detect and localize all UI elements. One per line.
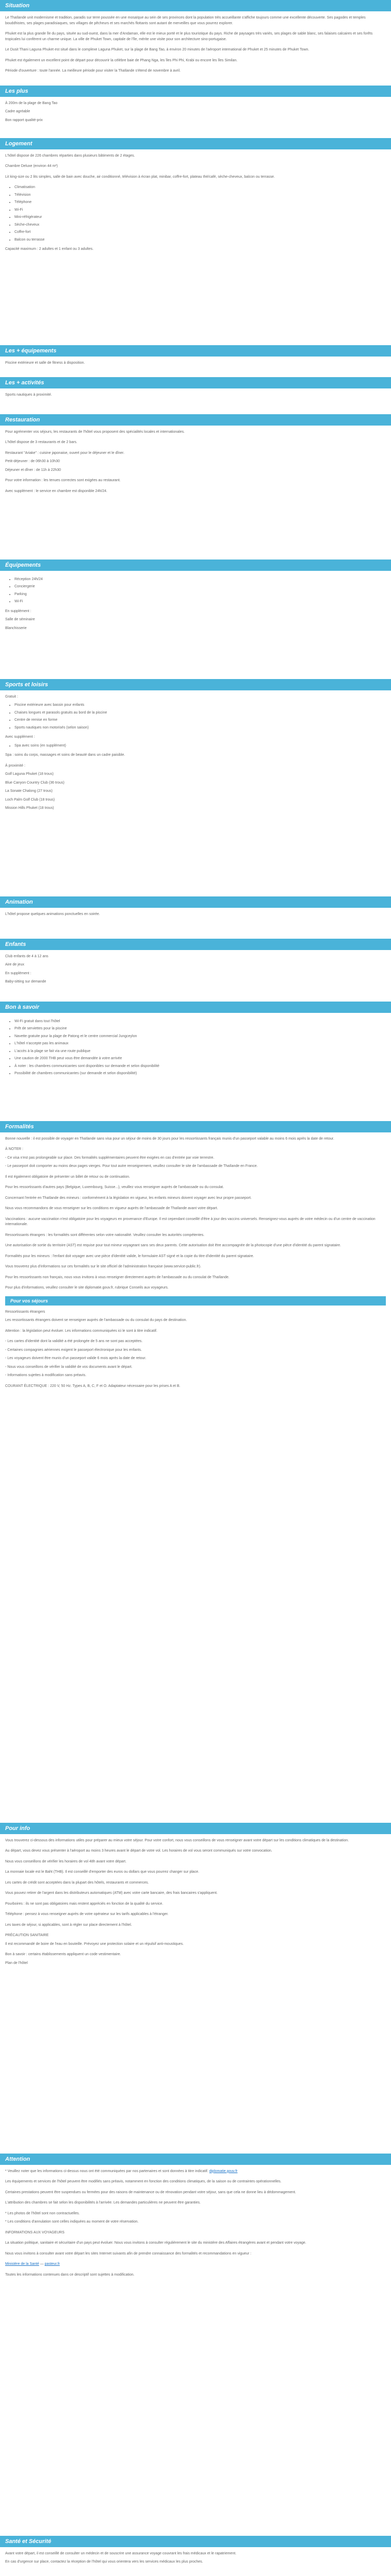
section-header-pour-info: Pour info [0,1823,391,1834]
section-header-situation: Situation [0,0,391,11]
paragraph: Certaines prestations peuvent être suspendues ou fermées pour des raisons de maintenance ou de rénovation pendant votre séjour, sans que cela ne donne lieu à dédommagement. [5,2190,296,2194]
paragraph: Pour plus d'informations, veuillez consulter le site diplomatie.gouv.fr, rubrique Conseils aux voyageurs. [5,1286,169,1290]
equipment-list [14,577,386,605]
paragraph: Blanchisserie [5,626,27,630]
section-header-equipements-plus: Les + équipements [0,345,391,357]
tips-list [14,1019,386,1077]
paragraph: Club enfants de 4 à 12 ans [5,954,48,958]
paragraph: En supplément : [5,971,31,975]
paragraph: Le Thaïlande unit modernisme et tradition, paradis sur terre poussée en une mosaïque au sein de ses provinces dont la population très accueillante s'affiche toujours comme une excellente découverte. Ses pagodes et temples bouddhistes, ses plages paradisiaques, ses villages de pêcheurs et ses marchés flottants sont autant de merveilles que vous pourrez explorer. [5,16,366,25]
paragraph: * Les conditions d'annulation sont celles indiquées au moment de votre réservation. [5,2220,139,2224]
paragraph: À NOTER : [5,1147,24,1151]
paragraph: Les cartes de crédit sont acceptées dans la plupart des hôtels, restaurants et commerces. [5,1880,149,1885]
paragraph: La monnaie locale est le Baht (THB). Il est conseillé d'emporter des euros ou dollars que vous pourrez changer sur place. [5,1870,200,1874]
section-enfants [0,950,391,1002]
paragraph: Il est également obligatoire de présenter un billet de retour ou de continuation. [5,1175,131,1179]
paragraph: Ressortissants étrangers [5,1310,45,1314]
paragraph: Téléphone : pensez à vous renseigner auprès de votre opérateur sur les tarifs applicables à l'étranger. [5,1912,169,1916]
paragraph: Le Dusit Thani Laguna Phuket est situé dans le complexe Laguna Phuket, sur la plage de Bang Tao, à environ 20 minutes de l'aéroport international de Phuket et 25 minutes de Phuket Town. [5,48,309,52]
list-item: • Climatisation [14,185,386,191]
paragraph [5,2169,386,2175]
paragraph: - Le passeport doit comporter au moins deux pages vierges. Pour tout autre renseignement, veuillez consulter le site de l'ambassade de Thaïlande en France. [5,1164,258,1168]
paragraph: Aire de jeux [5,963,24,967]
attention-text: * Veuillez noter que les informations ci-dessus nous ont été communiquées par nos partenaires et sont données à titre indicatif. [5,2169,208,2173]
paragraph: L'attribution des chambres se fait selon les disponibilités à l'arrivée. Les demandes particulières ne peuvent être garanties. [5,2201,201,2205]
list-item: • Télévision [14,193,386,198]
subsection-header: Pour vos séjours [5,1296,386,1306]
paragraph: En cas d'urgence sur place, contactez la réception de l'hôtel qui vous orientera vers les services médicaux les plus proches. [5,2560,203,2564]
paragraph: Chambre Deluxe (environ 44 m²) [5,164,58,168]
sports-list [14,703,386,731]
section-header-bon-a-savoir: Bon à savoir [0,1002,391,1013]
paragraph: Baby-sitting sur demande [5,980,46,984]
paragraph: Vaccinations : aucune vaccination n'est obligatoire pour les voyageurs en provenance d'Europe. Il est cependant conseillé d'être à jour des vaccins universels. Renseignez-vous auprès de votre médecin ou d'un centre de vaccination internationale. [5,1217,376,1226]
section-attention [0,2165,391,2536]
paragraph: Il est recommandé de boire de l'eau en bouteille. Prévoyez une protection solaire et un répulsif anti-moustiques. [5,1942,184,1946]
paragraph: En supplément : [5,609,31,613]
section-formalites [0,1132,391,1823]
list-item: • Téléphone [14,200,386,206]
paragraph: Golf Laguna Phuket (18 trous) [5,772,54,776]
list-item: • Wi-Fi [14,208,386,213]
list-item: • Réception 24h/24 [14,577,386,583]
paragraph: L'hôtel dispose de 226 chambres réparties dans plusieurs bâtiments de 2 étages. [5,154,135,158]
paragraph: Pour les ressortissants d'autres pays (Belgique, Luxembourg, Suisse...), veuillez vous renseigner auprès de l'ambassade ou du consulat. [5,1185,224,1189]
paragraph: Pour votre information : les tenues correctes sont exigées au restaurant. [5,479,121,482]
paragraph: Les équipements et services de l'hôtel peuvent être modifiés sans préavis, notamment en fonction des conditions climatiques, de la saison ou de contraintes opérationnelles. [5,2180,282,2183]
section-activites-plus [0,388,391,414]
paragraph: Avec supplément : [5,735,35,739]
list-item: • Parking [14,592,386,598]
section-logement [0,149,391,345]
paragraph: Toutes les informations contenues dans ce descriptif sont sujettes à modification. [5,2273,135,2277]
section-header-formalites: Formalités [0,1121,391,1132]
list-item: • À noter : les chambres communicantes sont disponibles sur demande et selon disponibilité [14,1064,386,1070]
paragraph: - Les cartes d'identité dont la validité a été prolongée de 5 ans ne sont pas acceptées. [5,1340,143,1343]
paragraph: L'hôtel propose quelques animations ponctuelles en soirée. [5,912,100,916]
list-item: • Chaises longues et parasols gratuits au bord de la piscine [14,710,386,716]
section-header-enfants: Enfants [0,939,391,950]
section-header-equipements: Équipements [0,560,391,571]
paragraph: COURANT ÉLECTRIQUE : 220 V, 50 Hz. Types A, B, C, F et O. Adaptateur nécessaire pour les prises A et B. [5,1384,181,1388]
pasteur-link[interactable]: pasteur.fr [44,2262,60,2266]
paragraph: Ressortissants étrangers : les formalités sont différentes selon votre nationalité. Veuillez consulter les autorités compétentes. [5,1233,205,1237]
paragraph: Pourboires : ils ne sont pas obligatoires mais restent appréciés en fonction de la qualité du service. [5,1902,164,1906]
paragraph: - Les voyageurs doivent être munis d'un passeport valide 6 mois après la date de retour. [5,1357,146,1360]
paragraph: Au départ, vous devez vous présenter à l'aéroport au moins 3 heures avant le départ de votre vol. Les horaires de vol vous seront communiqués sur votre convocation. [5,1849,272,1853]
list-item: • Conciergerie [14,584,386,590]
paragraph: - Informations sujettes à modification sans préavis. [5,1374,87,1377]
sports-paid-list [14,743,386,749]
section-equipements [0,571,391,679]
list-item: • Piscine extérieure avec bassin pour enfants [14,703,386,708]
list-item: • Balcon ou terrasse [14,238,386,243]
paragraph: Sports nautiques à proximité. [5,393,52,397]
paragraph: Bon à savoir : certains établissements appliquent un code vestimentaire. [5,1953,121,1956]
paragraph: PRÉCAUTION SANITAIRE [5,1934,49,1937]
paragraph: - Certaines compagnies aériennes exigent le passeport électronique pour les enfants. [5,1348,142,1352]
list-item: • Navette gratuite pour la plage de Patong et le centre commercial Jungceylon [14,1034,386,1040]
list-item: • Centre de remise en forme [14,718,386,723]
list-item: • Mini-réfrigérateur [14,215,386,221]
paragraph: * Les photos de l'hôtel sont non contractuelles. [5,2211,80,2215]
paragraph: Les ressortissants étrangers doivent se renseigner auprès de l'ambassade ou du consulat du pays de destination. [5,1318,187,1322]
paragraph: Mission Hills Phuket (18 trous) [5,806,54,810]
section-header-plus: Les plus [0,86,391,97]
list-item: • Sèche-cheveux [14,223,386,228]
paragraph: Salle de séminaire [5,618,35,621]
section-equipements-plus [0,357,391,377]
paragraph: Capacité maximum : 2 adultes et 1 enfant ou 3 adultes. [5,247,94,251]
paragraph: Loch Palm Golf Club (18 trous) [5,798,55,802]
paragraph: Nous vous conseillons de vérifier les horaires de vol 48h avant votre départ. [5,1859,127,1863]
list-item: • L'hôtel n'accepte pas les animaux [14,1041,386,1047]
section-header-restauration: Restauration [0,414,391,426]
paragraph: Plan de l'hôtel [5,1961,28,1965]
section-animation [0,908,391,939]
paragraph: Spa : soins du corps, massages et soins de beauté dans un cadre paisible. [5,753,125,757]
paragraph: Piscine extérieure et salle de fitness à disposition. [5,361,85,365]
amenities-list [14,185,386,243]
section-header-sports: Sports et loisirs [0,679,391,690]
paragraph: Avec supplément : le service en chambre est disponible 24h/24. [5,489,107,493]
paragraph: INFORMATIONS AUX VOYAGEURS [5,2230,64,2234]
paragraph: L'hôtel dispose de 3 restaurants et de 2 bars. [5,440,77,444]
paragraph: La Sonate Chalong (27 trous) [5,789,53,793]
paragraph: Cadre agréable [5,110,30,113]
list-item: • L'accès à la plage se fait via une route publique [14,1049,386,1055]
paragraph: Pour les ressortissants non français, nous vous invitons à vous renseigner directement auprès de l'ambassade ou du consulat de Thaïlande. [5,1275,230,1279]
paragraph: La situation politique, sanitaire et sécuritaire d'un pays peut évoluer. Nous vous invitons à consulter régulièrement le site du ministère des Affaires étrangères avant et pendant votre voyage. [5,2241,306,2245]
paragraph: Attention : la législation peut évoluer. Les informations communiquées ici le sont à titre indicatif. [5,1329,157,1333]
list-item: • Sports nautiques non motorisés (selon saison) [14,725,386,731]
paragraph: Déjeuner et dîner : de 11h à 22h30 [5,468,61,472]
paragraph: Ministère de la Santé — pasteur.fr [5,2262,60,2266]
section-header-activites-plus: Les + activités [0,377,391,388]
section-pour-info [0,1834,391,2154]
paragraph: - Ce visa n'est pas prolongeable sur place. Des formalités supplémentaires peuvent être exigées en cas d'entrée par voie terrestre. [5,1156,215,1160]
list-item: • Possibilité de chambres communicantes (sur demande et selon disponibilité) [14,1071,386,1077]
section-header-attention: Attention [0,2154,391,2165]
paragraph: Phuket est également un excellent point de départ pour découvrir la célèbre baie de Phang Nga, les îles Phi Phi, Krabi ou encore les îles Similan. [5,58,238,62]
paragraph: Bon rapport qualité-prix [5,118,43,122]
paragraph: Avant votre départ, il est conseillé de consulter un médecin et de souscrire une assurance voyage couvrant les frais médicaux et le rapatriement. [5,2551,237,2555]
paragraph: Nous vous recommandons de vous renseigner sur les conditions en vigueur auprès de l'ambassade de Thaïlande avant votre départ. [5,1207,218,1210]
section-sports [0,690,391,896]
list-item: • Coffre-fort [14,230,386,235]
section-restauration [0,426,391,560]
paragraph: Concernant l'entrée en Thaïlande des mineurs : conformément à la législation en vigueur, les enfants mineurs doivent voyager avec leur propre passeport. [5,1196,252,1200]
paragraph: Pour agrémenter vos séjours, les restaurants de l'hôtel vous proposent des spécialités locales et internationales. [5,430,185,434]
diplomatie-link[interactable]: diplomatie.gouv.fr [209,2169,238,2173]
paragraph: Vous trouverez plus d'informations sur ces formalités sur le site officiel de l'administration française (www.service-public.fr). [5,1265,201,1268]
paragraph: Lit king-size ou 2 lits simples, salle de bain avec douche, air conditionné, télévision à écran plat, minibar, coffre-fort, plateau thé/café, sèche-cheveux, balcon ou terrasse. [5,175,275,179]
paragraph: Nous vous invitons à consulter avant votre départ les sites Internet suivants afin de prendre connaissance des formalités et recommandations en vigueur : [5,2251,252,2256]
section-plus [0,97,391,138]
paragraph: Blue Canyon Country Club (36 trous) [5,781,64,785]
list-item: • Wi-Fi [14,599,386,605]
paragraph: Gratuit : [5,694,18,699]
section-bon-a-savoir [0,1013,391,1121]
ministere-sante-link[interactable]: Ministère de la Santé [5,2262,39,2266]
paragraph: Vous trouverez ci-dessous des informations utiles pour préparer au mieux votre séjour. Pour votre confort, nous vous conseillons de vous renseigner avant votre départ sur les conditions climatiques de la destination. [5,1838,349,1842]
section-header-sante: Santé et Sécurité [0,2536,391,2547]
section-sante [0,2547,391,2574]
paragraph: Les taxes de séjour, si applicables, sont à régler sur place directement à l'hôtel. [5,1923,132,1927]
section-situation [0,11,391,86]
list-item: • Prêt de serviettes pour la piscine [14,1026,386,1032]
paragraph: Période d'ouverture : toute l'année. La meilleure période pour visiter la Thaïlande s'étend de novembre à avril. [5,69,181,73]
section-header-animation: Animation [0,896,391,908]
list-item: • Wi-Fi gratuit dans tout l'hôtel [14,1019,386,1025]
list-item: • Une caution de 2000 THB peut vous être demandée à votre arrivée [14,1056,386,1062]
list-item: • Spa avec soins (en supplément) [14,743,386,749]
paragraph: À 200m de la plage de Bang Tao [5,101,58,105]
paragraph: Une autorisation de sortie du territoire (AST) est requise pour tout mineur voyageant sans ses deux parents. Cette autorisation doit être accompagnée de la photocopie d'une pièce d'identité du parent signataire. [5,1244,341,1247]
paragraph: Restaurant "Ariake" : cuisine japonaise, ouvert pour le déjeuner et le dîner. [5,451,125,455]
section-header-logement: Logement [0,138,391,149]
paragraph: Petit-déjeuner : de 06h30 à 10h30 [5,460,60,463]
paragraph: Phuket est la plus grande île du pays, située au sud-ouest, dans la mer d'Andaman, elle est le mieux porté et le plus touristique du pays. Riche de paysages très variés, ses plages de sable blanc, ses falaises calcaires et ses forêts tropicales lui confèrent un charme unique. La ville de Phuket Town, capitale de l'île, mérite une visite pour son architecture sino-portugaise. [5,32,373,41]
paragraph: Formalités pour les mineurs : l'enfant doit voyager avec une pièce d'identité valide, le formulaire AST signé et la copie du titre d'identité du parent signataire. [5,1254,254,1258]
paragraph: - Nous vous conseillons de vérifier la validité de vos documents avant le départ. [5,1365,133,1369]
paragraph: Vous pouvez retirer de l'argent dans les distributeurs automatiques (ATM) avec votre carte bancaire, des frais bancaires s'appliquent. [5,1891,218,1895]
paragraph: Bonne nouvelle : il est possible de voyager en Thaïlande sans visa pour un séjour de moins de 30 jours pour les ressortissants français munis d'un passeport valable au moins 6 mois après la date de retour. [5,1137,334,1141]
paragraph: À proximité : [5,764,25,768]
